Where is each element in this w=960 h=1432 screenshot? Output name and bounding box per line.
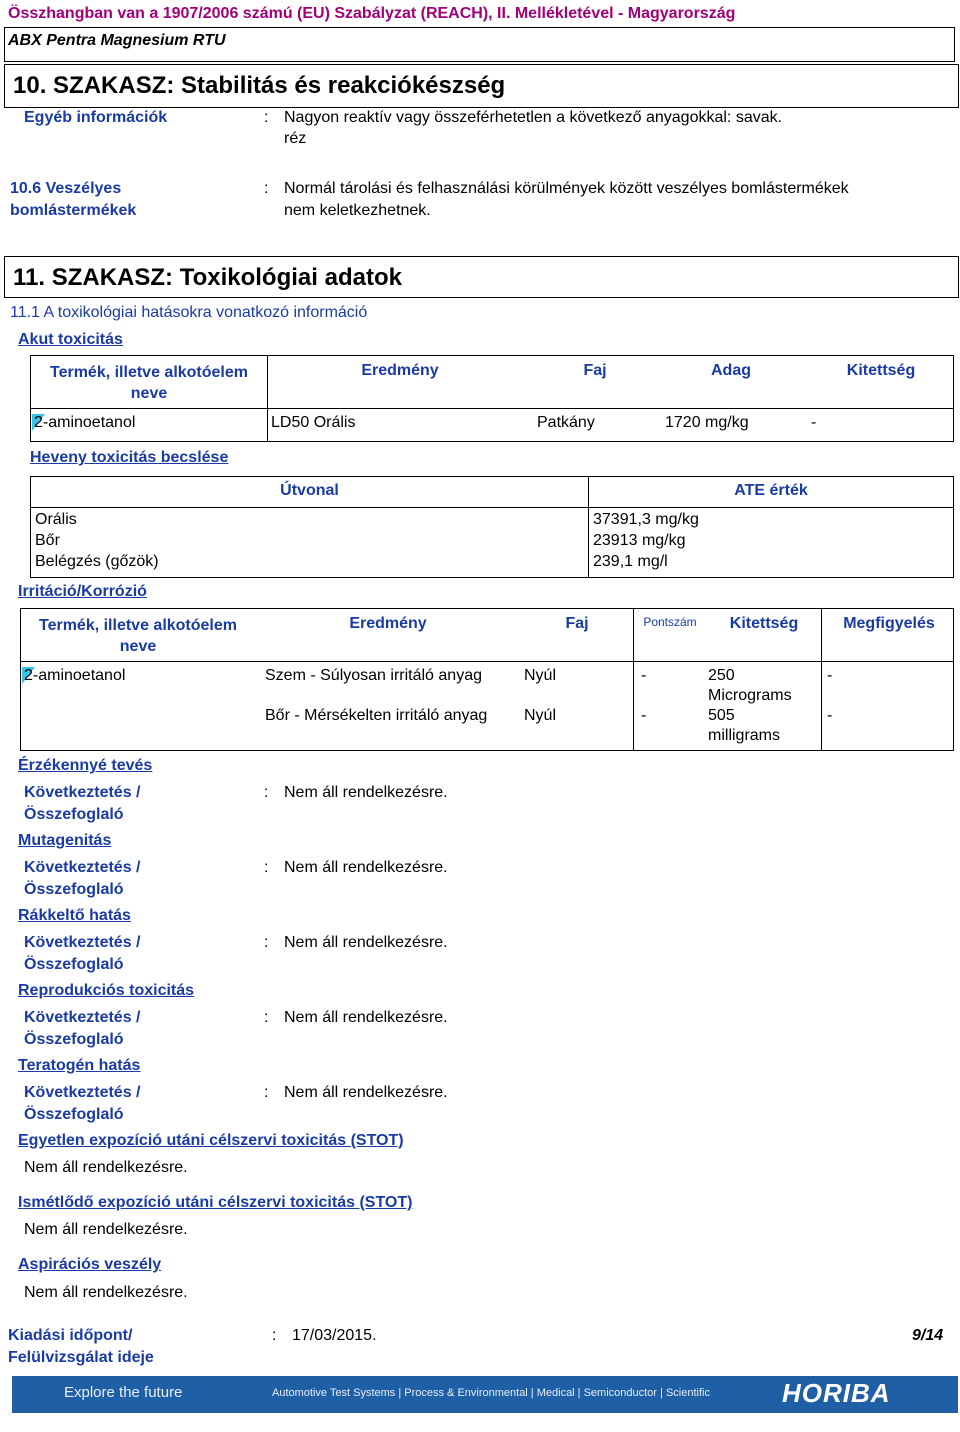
irritation-row1-species: Nyúl [524, 667, 557, 684]
irritation-header-score: Pontszám [643, 615, 697, 629]
irritation-row1-observation: - [827, 667, 833, 684]
stot-repeated-heading: Ismétlődő expozíció utáni célszervi toxicitás (STOT) [18, 1194, 413, 1211]
irritation-header-observation: Megfigyelés [843, 615, 935, 632]
irritation-row1-score: - [641, 667, 647, 684]
reproductive-toxicity-value: Nem áll rendelkezésre. [284, 1009, 448, 1026]
irritation-row2-score: - [641, 707, 647, 724]
colon: : [264, 1084, 269, 1101]
irritation-row1-exposure-line1: 250 [708, 667, 735, 684]
acute-cell-product: 2-aminoetanol [34, 414, 136, 431]
acute-cell-exposure: - [811, 414, 817, 431]
ate-value-inhalation: 239,1 mg/l [593, 553, 668, 570]
conclusion-label: Összefoglaló [24, 881, 124, 898]
hazardous-products-value-line2: nem keletkezhetnek. [284, 202, 431, 219]
colon: : [264, 784, 269, 801]
mutagenicity-heading: Mutagenitás [18, 832, 112, 849]
acute-cell-dose: 1720 mg/kg [665, 414, 749, 431]
ate-route-inhalation: Belégzés (gőzök) [35, 553, 159, 570]
teratogenic-heading: Teratogén hatás [18, 1057, 141, 1074]
irritation-row1-result: Szem - Súlyosan irritáló anyag [265, 667, 482, 684]
hazardous-products-label-line1: 10.6 Veszélyes [10, 180, 122, 197]
sensitisation-value: Nem áll rendelkezésre. [284, 784, 448, 801]
conclusion-label: Következtetés / [24, 934, 141, 951]
acute-header-dose: Adag [711, 362, 751, 379]
aspiration-value: Nem áll rendelkezésre. [24, 1284, 188, 1301]
carcinogenicity-heading: Rákkeltő hatás [18, 907, 131, 924]
irritation-row2-result: Bőr - Mérsékelten irritáló anyag [265, 707, 488, 724]
conclusion-label: Következtetés / [24, 1009, 141, 1026]
acute-header-species: Faj [583, 362, 607, 379]
acute-toxicity-heading: Akut toxicitás [18, 331, 123, 348]
irritation-row1-exposure-line2: Micrograms [708, 687, 792, 704]
conclusion-label: Következtetés / [24, 784, 141, 801]
colon: : [264, 109, 269, 126]
mutagenicity-value: Nem áll rendelkezésre. [284, 859, 448, 876]
colon: : [264, 859, 269, 876]
ate-header-route: Útvonal [280, 482, 339, 499]
sensitisation-heading: Érzékennyé tevés [18, 757, 153, 774]
colon: : [264, 180, 269, 197]
section-10-title: 10. SZAKASZ: Stabilitás és reakciókészség [4, 64, 959, 108]
product-name: ABX Pentra Magnesium RTU [8, 32, 226, 49]
acute-cell-result: LD50 Orális [271, 414, 356, 431]
conclusion-label: Összefoglaló [24, 806, 124, 823]
other-info-value-line1: Nagyon reaktív vagy összeférhetetlen a következő anyagokkal: savak. [284, 109, 783, 126]
teratogenic-value: Nem áll rendelkezésre. [284, 1084, 448, 1101]
conclusion-label: Összefoglaló [24, 1106, 124, 1123]
acute-header-result: Eredmény [361, 362, 439, 379]
colon: : [264, 1009, 269, 1026]
conclusion-label: Következtetés / [24, 1084, 141, 1101]
issue-date-label: Kiadási időpont/ [8, 1327, 133, 1344]
acute-cell-species: Patkány [537, 414, 595, 431]
horiba-logo: HORIBA [782, 1378, 891, 1408]
irritation-header-species: Faj [565, 615, 589, 632]
carcinogenicity-value: Nem áll rendelkezésre. [284, 934, 448, 951]
banner-tagline: Explore the future [64, 1384, 183, 1401]
irritation-header-exposure: Kitettség [729, 615, 799, 632]
acute-header-exposure: Kitettség [846, 362, 916, 379]
hazardous-products-label-line2: bomlástermékek [10, 202, 137, 219]
conclusion-label: Összefoglaló [24, 956, 124, 973]
conclusion-label: Következtetés / [24, 859, 141, 876]
acute-toxicity-table [30, 355, 954, 442]
footer-banner [12, 1376, 958, 1413]
other-info-value-line2: réz [284, 130, 307, 147]
aspiration-heading: Aspirációs veszély [18, 1256, 162, 1273]
irritation-cell-product: 2-aminoetanol [24, 667, 126, 684]
page-number: 9/14 [912, 1327, 944, 1344]
acute-header-product: Termék, illetve alkotóelem neve [49, 364, 248, 402]
ate-table [30, 476, 954, 578]
stot-single-heading: Egyetlen expozíció utáni célszervi toxicitás (STOT) [18, 1132, 404, 1149]
ate-value-skin: 23913 mg/kg [593, 532, 686, 549]
colon: : [272, 1327, 277, 1344]
irritation-row2-observation: - [827, 707, 833, 724]
ate-route-skin: Bőr [35, 532, 60, 549]
irritation-header-result: Eredmény [349, 615, 427, 632]
irritation-row2-exposure-line2: milligrams [708, 727, 780, 744]
section-11-title: 11. SZAKASZ: Toxikológiai adatok [4, 256, 959, 298]
stot-repeated-value: Nem áll rendelkezésre. [24, 1221, 188, 1238]
irritation-table [20, 608, 954, 751]
ate-value-oral: 37391,3 mg/kg [593, 511, 699, 528]
section-11-subtitle: 11.1 A toxikológiai hatásokra vonatkozó információ [10, 304, 368, 321]
reproductive-toxicity-heading: Reprodukciós toxicitás [18, 982, 195, 999]
irritation-heading: Irritáció/Korrózió [18, 583, 147, 600]
irritation-header-product: Termék, illetve alkotóelem neve [38, 617, 237, 655]
banner-division-links: Automotive Test Systems | Process & Environmental | Medical | Semiconductor | Scientific [272, 1387, 710, 1399]
regulation-header: Összhangban van a 1907/2006 számú (EU) Szabályzat (REACH), II. Mellékletével - Magyarország [8, 5, 736, 22]
ate-route-oral: Orális [35, 511, 77, 528]
other-info-label: Egyéb információk [24, 109, 168, 126]
irritation-row2-species: Nyúl [524, 707, 557, 724]
hazardous-products-value-line1: Normál tárolási és felhasználási körülmények között veszélyes bomlástermékek [284, 180, 849, 197]
colon: : [264, 934, 269, 951]
ate-heading: Heveny toxicitás becslése [30, 449, 229, 466]
irritation-row2-exposure-line1: 505 [708, 707, 735, 724]
issue-date-label: Felülvizsgálat ideje [8, 1349, 154, 1366]
conclusion-label: Összefoglaló [24, 1031, 124, 1048]
ate-header-value: ATE érték [734, 482, 808, 499]
issue-date-value: 17/03/2015. [292, 1327, 377, 1344]
stot-single-value: Nem áll rendelkezésre. [24, 1159, 188, 1176]
